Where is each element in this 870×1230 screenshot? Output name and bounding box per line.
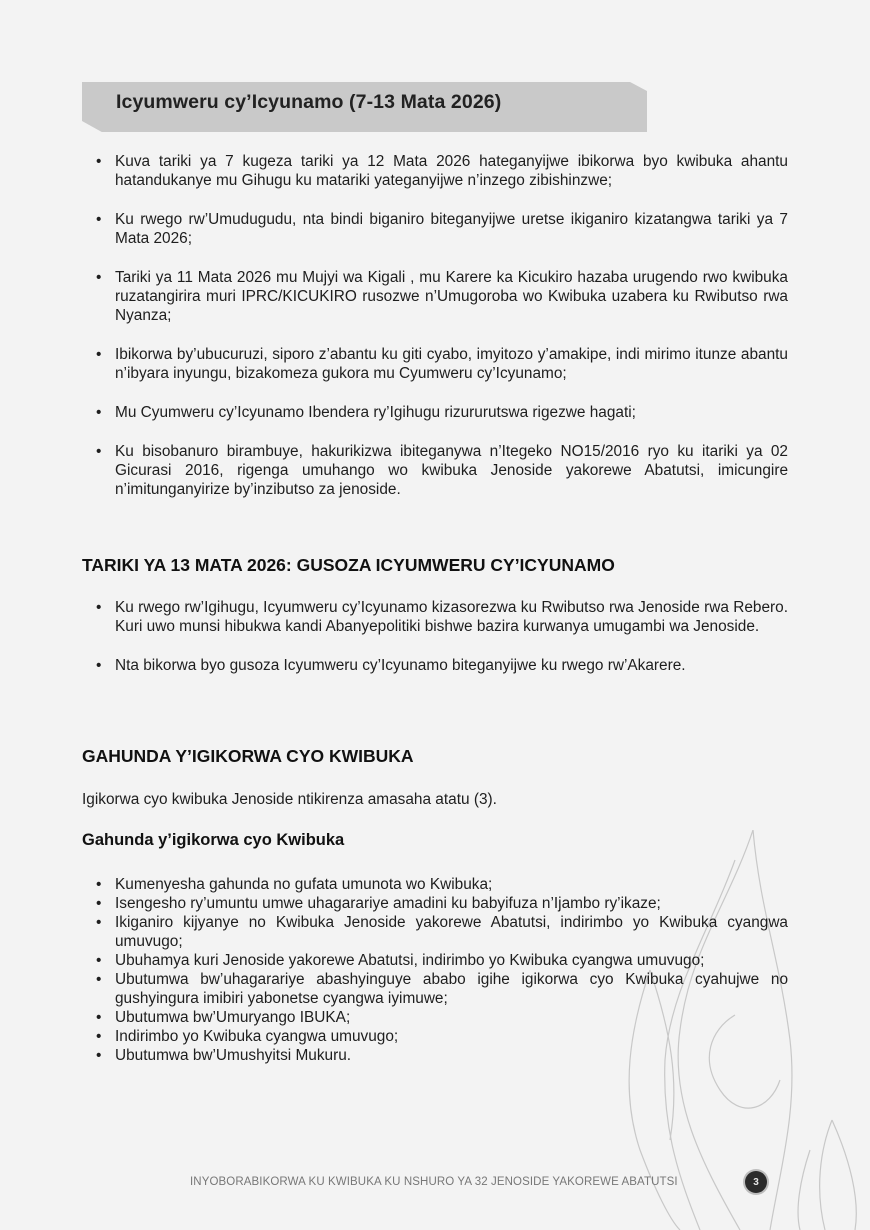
list-item: • Nta bikorwa byo gusoza Icyumweru cy’Icyunamo biteganyijwe ku rwego rw’Akarere. xyxy=(82,656,788,675)
program-steps-list xyxy=(82,875,788,1065)
list-item: • Ubutumwa bw’Umushyitsi Mukuru. xyxy=(82,1046,788,1065)
list-item: • Ibikorwa by’ubucuruzi, siporo z’abantu ku giti cyabo, imyitozo y’amakipe, indi mirimo itunze abantu n’ibyara inyungu, bizakomeza gukora mu Cyumweru cy’Icyunamo; xyxy=(82,345,788,383)
list-item: • Isengesho ry’umuntu umwe uhagarariye amadini ku babyifuza n’Ijambo ry’ikaze; xyxy=(82,894,788,913)
mourning-week-list xyxy=(82,152,788,519)
list-item: • Kuva tariki ya 7 kugeza tariki ya 12 Mata 2026 hateganyijwe ibikorwa byo kwibuka ahantu hatandukanye mu Gihugu ku matariki yateganyijwe n’inzego zibishinzwe; xyxy=(82,152,788,190)
list-item: • Ubuhamya kuri Jenoside yakorewe Abatutsi, indirimbo yo Kwibuka cyangwa umuvugo; xyxy=(82,951,788,970)
list-item: • Ku rwego rw’Umudugudu, nta bindi biganiro biteganyijwe uretse ikiganiro kizatangwa tariki ya 7 Mata 2026; xyxy=(82,210,788,248)
program-intro: Igikorwa cyo kwibuka Jenoside ntikirenza amasaha atatu (3). xyxy=(82,791,497,808)
closing-day-heading: TARIKI YA 13 MATA 2026: GUSOZA ICYUMWERU CY’ICYUNAMO xyxy=(82,555,615,575)
program-subheading: Gahunda y’igikorwa cyo Kwibuka xyxy=(82,831,345,849)
list-item: • Indirimbo yo Kwibuka cyangwa umuvugo; xyxy=(82,1027,788,1046)
list-item: • Ubutumwa bw’uhagarariye abashyinguye ababo igihe igikorwa cyo Kwibuka cyahujwe no gushyingura imibiri yabonetse cyangwa iyimuwe; xyxy=(82,970,788,1008)
banner-title: Icyumweru cy’Icyunamo (7-13 Mata 2026) xyxy=(116,91,502,113)
closing-day-list xyxy=(82,598,788,695)
list-item: • Mu Cyumweru cy’Icyunamo Ibendera ry’Igihugu rizururutswa rigezwe hagati; xyxy=(82,403,788,422)
list-item: • Kumenyesha gahunda no gufata umunota wo Kwibuka; xyxy=(82,875,788,894)
footer-title: INYOBORABIKORWA KU KWIBUKA KU NSHURO YA 32 JENOSIDE YAKOREWE ABATUTSI xyxy=(190,1176,678,1188)
list-item: • Ikiganiro kijyanye no Kwibuka Jenoside yakorewe Abatutsi, indirimbo yo Kwibuka cyangwa umuvugo; xyxy=(82,913,788,951)
list-item: • Tariki ya 11 Mata 2026 mu Mujyi wa Kigali , mu Karere ka Kicukiro hazaba urugendo rwo kwibuka ruzatangirira muri IPRC/KICUKIRO rusozwe n’Umugoroba wo Kwibuka uzabera ku Rwibutso rwa Nyanza; xyxy=(82,268,788,325)
list-item: • Ubutumwa bw’Umuryango IBUKA; xyxy=(82,1008,788,1027)
program-heading: GAHUNDA Y’IGIKORWA CYO KWIBUKA xyxy=(82,746,414,766)
page-number: 3 xyxy=(745,1171,767,1193)
list-item: • Ku bisobanuro birambuye, hakurikizwa ibiteganywa n’Itegeko NO15/2016 ryo ku itariki ya 02 Gicurasi 2016, rigenga umuhango wo kwibuka Jenoside yakorewe Abatutsi, imicungire n’imitunganyirize by’inzibutso za jenoside. xyxy=(82,442,788,499)
list-item: • Ku rwego rw’Igihugu, Icyumweru cy’Icyunamo kizasorezwa ku Rwibutso rwa Jenoside rwa Rebero. Kuri uwo munsi hibukwa kandi Abanyepolitiki bishwe bazira kurwanya umugambi wa Jenoside. xyxy=(82,598,788,636)
